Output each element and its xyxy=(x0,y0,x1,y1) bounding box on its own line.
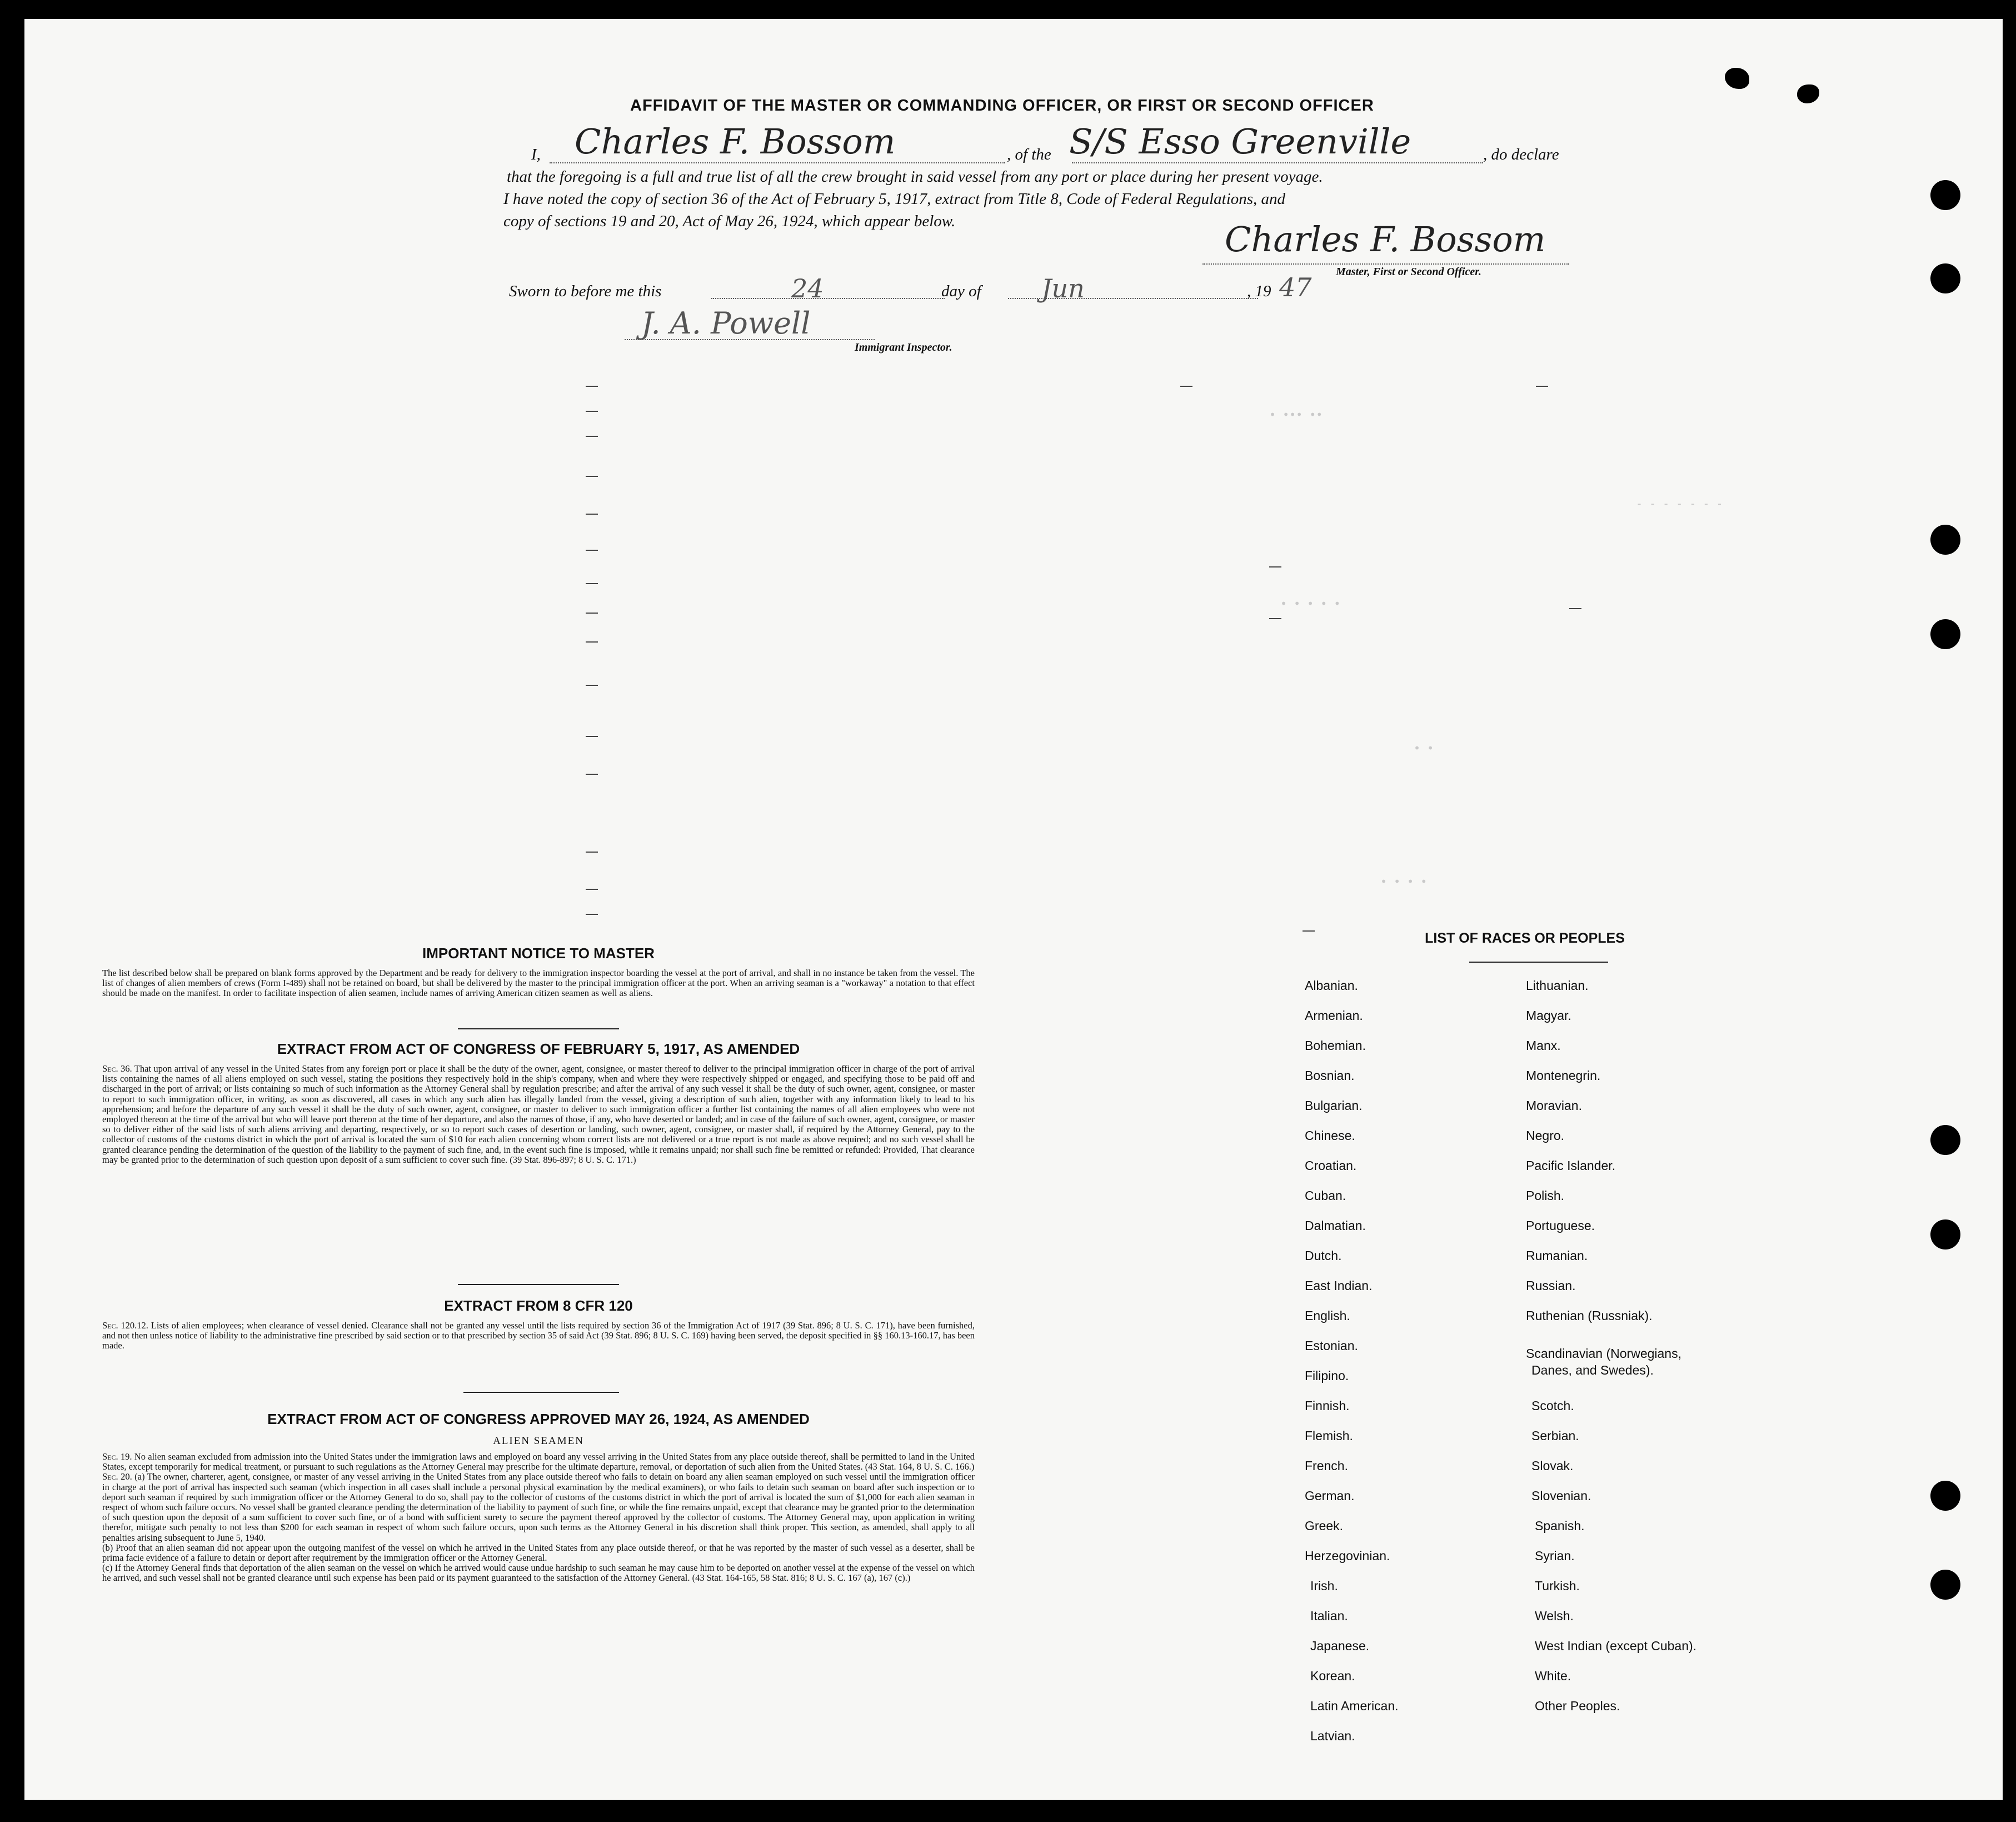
inspector-caption: Immigrant Inspector. xyxy=(855,341,952,354)
section-number: Sec. 120.12. xyxy=(102,1320,148,1331)
year-prefix: , 19 xyxy=(1247,282,1271,300)
race-item: Bohemian. xyxy=(1305,1038,1366,1053)
master-name-handwritten: Charles F. Bossom xyxy=(575,121,896,162)
year-handwritten: 47 xyxy=(1279,272,1312,302)
race-item: Scandinavian (Norwegians, xyxy=(1526,1346,1681,1361)
section-20c: (c) If the Attorney General finds that deportation of the alien seaman on the vessel on which he arrived would cause undue hardship to such seaman he may cause him to be deported on another vessel at the expense of the vessel on which he arrived, and such vessel shall not be granted clearance until such expense has been paid or its payment guaranteed to the satisfaction of the Attorney General. (43 Stat. 164-165, 58 Stat. 816; 8 U. S. C. 167 (a), 167 (c).) xyxy=(102,1562,975,1584)
race-item: Chinese. xyxy=(1305,1128,1355,1143)
vessel-name-handwritten: S/S Esso Greenville xyxy=(1069,121,1411,162)
sworn-prefix: Sworn to before me this xyxy=(509,282,662,300)
punch-hole xyxy=(1930,1570,1960,1600)
column-dash xyxy=(1269,618,1281,619)
race-item: Pacific Islander. xyxy=(1526,1158,1616,1173)
inspector-signature-handwritten: J. A. Powell xyxy=(641,306,811,341)
punch-hole xyxy=(1930,263,1960,293)
section-divider xyxy=(458,1028,619,1029)
section-number: Sec. 19. xyxy=(102,1451,132,1462)
column-dash xyxy=(586,436,598,437)
bleed-through-mark: • ••• •• xyxy=(1269,408,1323,421)
race-item: Ruthenian (Russniak). xyxy=(1526,1308,1653,1323)
race-item: Croatian. xyxy=(1305,1158,1357,1173)
day-label: day of xyxy=(941,282,981,300)
section-text: That upon arrival of any vessel in the United States from any foreign port or place it shall be the duty of the owner, agent, consignee, or master thereof to deliver to the principal immigration officer in charge of the port of arrival lists containing the names of all aliens employed on such vessel, stating the positions they respectively hold in the ship's company, when and where they were respectively shipped or engaged, and specifying those to be paid off and discharged in the port of arrival; or lists containing so much of such information as the Attorney General shall by regulation prescribe; and after the arrival of any such vessel it shall be the duty of such owner, agent, consignee, or master to report to such immigration officer, in writing, as soon as discovered, all cases in which any such alien has illegally landed from the vessel, giving a description of such alien, together with any information likely to lead to his apprehension; and before the departure of any such vessel it shall be the duty of such owner, agent, consignee, or master to deliver to such immigration officer a further list containing the names of all alien employees who were not employed thereon at the time of the arrival but who will leave port thereon at the time of her departure, and also the names of those, if any, who have deserted or landed; and in case of the failure of such owner, agent, consignee, or master so to deliver either of the said lists of such aliens arriving and departing, respectively, or so to report such cases of desertion or landing, such owner, agent, consignee, or master shall, if required by the Attorney General, pay to the collector of customs of the customs district in which the port of arrival is located the sum of $10 for each alien concerning whom correct lists are not delivered or a true report is not made as above required; and no such vessel shall be granted clearance pending the determination of the question of the liability to the payment of such fine, and, in the event such fine is imposed, while it remains unpaid; nor shall such fine be remitted or refunded: Provided, That clearance may be granted prior to the determination of such question upon deposit of a sum sufficient to cover such fine. (39 Stat. 896-897; 8 U. S. C. 171.) xyxy=(102,1063,975,1165)
races-title: LIST OF RACES OR PEOPLES xyxy=(1425,930,1625,946)
column-dash xyxy=(1303,930,1315,932)
race-item: Lithuanian. xyxy=(1526,978,1589,993)
race-item: Negro. xyxy=(1526,1128,1565,1143)
race-item: Welsh. xyxy=(1535,1609,1574,1623)
race-item: Latvian. xyxy=(1310,1729,1355,1743)
races-title-rule xyxy=(1469,962,1608,963)
section-number: Sec. 20. xyxy=(102,1471,132,1482)
important-notice-body: The list described below shall be prepared on blank forms approved by the Department and be ready for delivery to the immigration inspector boarding the vessel at the port of arrival, and shall in no instance be taken from the vessel. The list of changes of alien members of crews (Form I-489) shall not be retained on board, but shall be delivered by the master to the principal immigration officer at the port. When an arriving seaman is a "workaway" a notation to that effect should be made on the manifest. In order to facilitate inspection of alien seamen, include names of arriving American citizen seamen as well as aliens. xyxy=(102,968,975,999)
race-item: Serbian. xyxy=(1531,1428,1579,1443)
race-item: Turkish. xyxy=(1535,1579,1580,1593)
extract-1924-body xyxy=(102,1452,975,1584)
column-dash xyxy=(1536,386,1548,387)
punch-hole xyxy=(1930,180,1960,210)
race-item: Polish. xyxy=(1526,1188,1565,1203)
race-item: French. xyxy=(1305,1458,1348,1473)
bleed-through-mark: • • • • • xyxy=(1280,597,1341,610)
section-divider xyxy=(458,1284,619,1285)
race-item: Portuguese. xyxy=(1526,1218,1595,1233)
race-item: Other Peoples. xyxy=(1535,1699,1620,1713)
column-dash xyxy=(586,852,598,853)
section-20a xyxy=(102,1472,975,1542)
race-item: Dalmatian. xyxy=(1305,1218,1366,1233)
race-item: Filipino. xyxy=(1305,1368,1349,1383)
race-item: Greek. xyxy=(1305,1519,1344,1533)
column-dash xyxy=(586,476,598,477)
extract-1917-body xyxy=(102,1064,975,1165)
master-name-line xyxy=(550,162,1005,163)
race-item: Spanish. xyxy=(1535,1519,1585,1533)
column-dash xyxy=(586,914,598,915)
extract-cfr-title: EXTRACT FROM 8 CFR 120 xyxy=(444,1297,633,1314)
race-item: Estonian. xyxy=(1305,1338,1358,1353)
section-19 xyxy=(102,1452,975,1472)
column-dash xyxy=(586,774,598,775)
race-item: Japanese. xyxy=(1310,1639,1370,1653)
column-dash xyxy=(586,514,598,515)
month-handwritten: Jun xyxy=(1041,273,1085,303)
race-item: Manx. xyxy=(1526,1038,1561,1053)
column-dash xyxy=(586,685,598,686)
race-item: Cuban. xyxy=(1305,1188,1346,1203)
race-item: Bosnian. xyxy=(1305,1068,1355,1083)
race-item: Magyar. xyxy=(1526,1008,1571,1023)
section-20b: (b) Proof that an alien seaman did not appear upon the outgoing manifest of the vessel on which he arrived in the United States from any place outside thereof, or that he was reported by the master of such vessel as a deserter, shall be prima facie evidence of a failure to detain or deport after requirement by the immigration officer or the Attorney General. xyxy=(102,1542,975,1564)
column-dash xyxy=(586,613,598,614)
race-item: English. xyxy=(1305,1308,1350,1323)
bleed-through-mark: • • xyxy=(1414,741,1434,755)
race-item: Italian. xyxy=(1310,1609,1348,1623)
extract-1917-title: EXTRACT FROM ACT OF CONGRESS OF FEBRUARY 5, 1917, AS AMENDED xyxy=(277,1041,800,1057)
ink-blot xyxy=(1797,84,1819,103)
race-item: Moravian. xyxy=(1526,1098,1582,1113)
race-item: Danes, and Swedes). xyxy=(1531,1363,1654,1377)
punch-hole xyxy=(1930,1481,1960,1511)
punch-hole xyxy=(1930,525,1960,555)
column-dash xyxy=(586,411,598,412)
race-item: Albanian. xyxy=(1305,978,1358,993)
race-item: Bulgarian. xyxy=(1305,1098,1363,1113)
race-item: Armenian. xyxy=(1305,1008,1363,1023)
column-dash xyxy=(1569,608,1581,609)
bleed-through-mark: • • • • xyxy=(1380,875,1428,888)
declaration-suffix: , do declare xyxy=(1483,146,1559,163)
declaration-prefix: I, xyxy=(531,146,541,163)
punch-hole xyxy=(1930,619,1960,649)
column-dash xyxy=(586,583,598,584)
race-item: East Indian. xyxy=(1305,1278,1373,1293)
declaration-line-2: that the foregoing is a full and true list of all the crew brought in said vessel from any port or place during her present voyage. xyxy=(507,168,1323,186)
column-dash xyxy=(586,641,598,643)
bleed-through-mark: - - - - - - - xyxy=(1636,497,1723,510)
race-item: Russian. xyxy=(1526,1278,1576,1293)
column-dash xyxy=(586,386,598,387)
master-signature-handwritten: Charles F. Bossom xyxy=(1225,219,1546,260)
race-item: West Indian (except Cuban). xyxy=(1535,1639,1697,1653)
race-item: Latin American. xyxy=(1310,1699,1399,1713)
important-notice-title: IMPORTANT NOTICE TO MASTER xyxy=(422,945,655,962)
column-dash xyxy=(586,736,598,737)
race-item: Syrian. xyxy=(1535,1549,1575,1563)
race-item: White. xyxy=(1535,1669,1571,1683)
extract-1924-title: EXTRACT FROM ACT OF CONGRESS APPROVED MAY 26, 1924, AS AMENDED xyxy=(267,1411,810,1427)
day-handwritten: 24 xyxy=(791,273,824,303)
declaration-line-3: I have noted the copy of section 36 of the Act of February 5, 1917, extract from Title 8, Code of Federal Regulations, and xyxy=(503,190,1286,208)
signature-line xyxy=(1202,263,1569,265)
race-item: Scotch. xyxy=(1531,1398,1574,1413)
signature-caption: Master, First or Second Officer. xyxy=(1336,266,1481,278)
document-page xyxy=(24,19,2003,1800)
race-item: Montenegrin. xyxy=(1526,1068,1601,1083)
vessel-line xyxy=(1072,162,1483,163)
column-dash xyxy=(1269,566,1281,567)
race-item: Dutch. xyxy=(1305,1248,1342,1263)
race-item: Herzegovinian. xyxy=(1305,1549,1390,1563)
race-item: Flemish. xyxy=(1305,1428,1353,1443)
race-item: Rumanian. xyxy=(1526,1248,1588,1263)
race-item: Korean. xyxy=(1310,1669,1355,1683)
section-text: (a) The owner, charterer, agent, consignee, or master of any vessel arriving in the United States from any place outside thereof who fails to detain on board any alien seaman employed on such vessel until the immigration officer in charge at the port of arrival has inspected such seaman (which inspection in all cases shall include a personal physical examination by the medical examiners), or who fails to detain such seaman on board after such inspection or to deport such seaman if required by such immigration officer or the Attorney General to do so, shall pay to the collector of customs of the customs district in which the port of arrival is located the sum of $1,000 for each alien seaman in respect of whom such failure occurs. No vessel shall be granted clearance pending the determination of the liability to payment of such fine, or while the fine remains unpaid, except that clearance may be granted prior to the determination of such question upon the deposit of a sum sufficient to cover such fine, or of a bond with sufficient surety to secure the payment thereof approved by the collector of customs. The Attorney General may, upon application in writing therefor, mitigate such penalty to not less than $200 for each seaman in respect of whom such failure occurs, upon such terms as the Attorney General in his discretion shall think proper. This section, as amended, shall apply to all penalties arising subsequent to June 5, 1940. xyxy=(102,1471,975,1543)
day-line xyxy=(711,298,945,299)
extract-cfr-body xyxy=(102,1321,975,1351)
affidavit-title: AFFIDAVIT OF THE MASTER OR COMMANDING OFFICER, OR FIRST OR SECOND OFFICER xyxy=(630,97,1374,115)
race-item: Slovak. xyxy=(1531,1458,1574,1473)
punch-hole xyxy=(1930,1219,1960,1249)
declaration-line-4: copy of sections 19 and 20, Act of May 26, 1924, which appear below. xyxy=(503,212,956,230)
race-item: Irish. xyxy=(1310,1579,1338,1593)
ink-blot xyxy=(1725,68,1749,89)
declaration-mid: , of the xyxy=(1007,146,1051,163)
race-item: Slovenian. xyxy=(1531,1489,1591,1503)
punch-hole xyxy=(1930,1125,1960,1155)
column-dash xyxy=(1180,386,1192,387)
alien-seamen-subtitle: ALIEN SEAMEN xyxy=(493,1435,584,1447)
column-dash xyxy=(586,889,598,890)
section-text: No alien seaman excluded from admission into the United States under the immigration laws and employed on board any vessel arriving in the United States from any place outside thereof, shall be permitted to land in the United States, except temporarily for medical treatment, or pursuant to such regulations as the Attorney General may prescribe for the ultimate departure, removal, or deportation of such alien from the United States. (43 Stat. 164, 8 U. S. C. 166.) xyxy=(102,1451,975,1472)
race-item: Finnish. xyxy=(1305,1398,1350,1413)
section-number: Sec. 36. xyxy=(102,1063,132,1074)
column-dash xyxy=(586,550,598,551)
race-item: German. xyxy=(1305,1489,1355,1503)
section-text: Lists of alien employees; when clearance of vessel denied. Clearance shall not be granted any vessel until the lists required by section 36 of the Immigration Act of 1917 (39 Stat. 896; 8 U. S. C. 171), have been furnished, and not then unless notice of liability to the administrative fine prescribed by said section or to that prescribed by section 35 of said Act (39 Stat. 896; 8 U. S. C. 169) having been served, the deposit specified in §§ 160.13-160.17, has been made. xyxy=(102,1320,975,1351)
section-divider xyxy=(463,1392,619,1393)
